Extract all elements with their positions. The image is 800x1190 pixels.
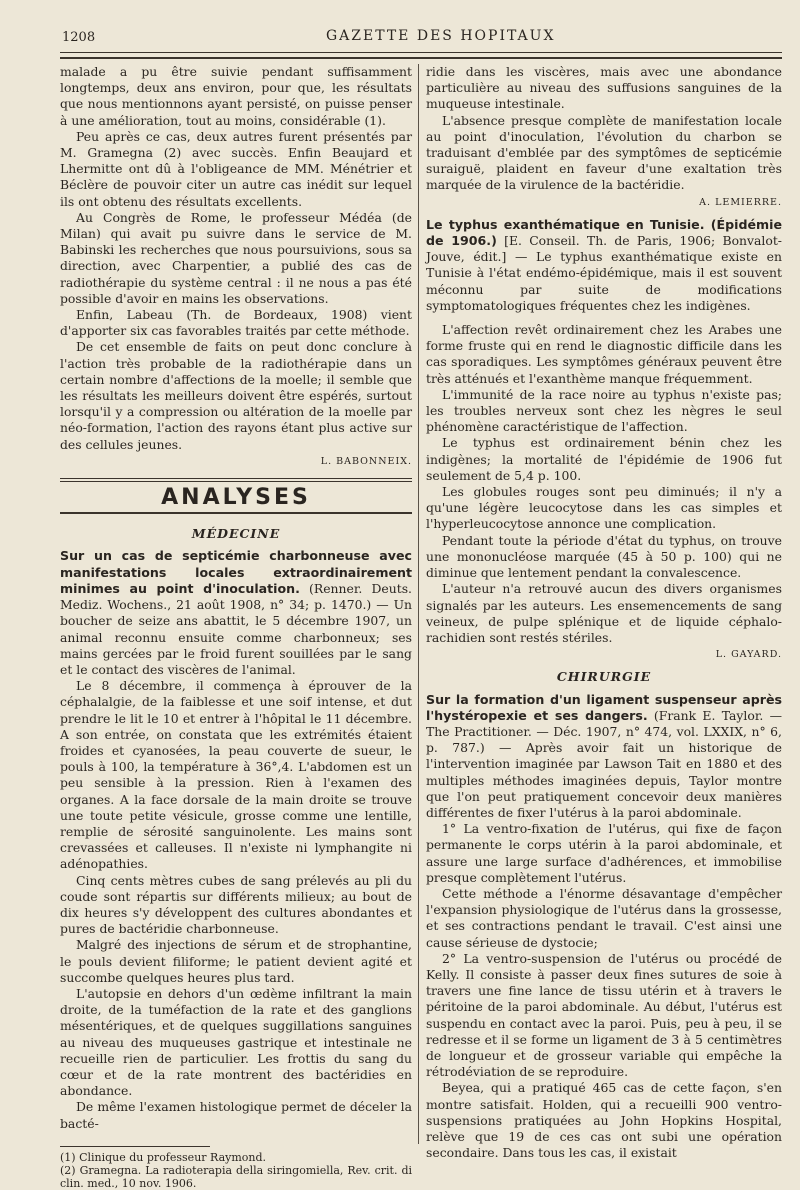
paragraph: Pendant toute la période d'état du typhus, on trouve une mononucléose marquée (45 à 50 p. 100) qui ne diminue que lentement pendant la convalescence.: [426, 532, 782, 581]
paragraph: De cet ensemble de faits on peut donc conclure à l'action très probable de la radiothérapie dans un certain nombre d'affections de la moelle; il semble que les résultats les meilleurs doivent être espérés, surtout lorsqu'il y a compression ou altération de la moelle par néo-formation, l'action des rayons étant plus active sur des cellules jeunes.: [60, 339, 412, 452]
article-title: Le typhus exanthématique en Tunisie. (Épidémie de 1906.): [426, 216, 782, 249]
paragraph: 1° La ventro-fixation de l'utérus, qui fixe de façon permanente le corps utérin à la paroi abdominale, et assure une large surface d'adhérences, et immobilise presque complètement l'utérus.: [426, 821, 782, 885]
subsection-heading-chirurgie: CHIRURGIE: [556, 669, 652, 685]
author-signature: L. GAYARD.: [715, 649, 782, 661]
left-column: [60, 64, 412, 1190]
footnote: (2) Gramegna. La radioterapia della siringomiella, Rev. crit. di clin. med., 10 nov. 1906.: [60, 1163, 412, 1190]
footnote: (1) Clinique du professeur Raymond.: [60, 1150, 267, 1164]
paragraph: malade a pu être suivie pendant suffisamment longtemps, deux ans environ, pour que, les résultats que nous mentionnons ayant persisté, on puisse penser à une amélioration, tout au moins, considérable (1).: [60, 64, 412, 128]
paragraph: Peu après ce cas, deux autres furent présentés par M. Gramegna (2) avec succès. Enfin Beaujard et Lhermitte ont dû à l'obligeance de MM. Ménétrier et Béclère de pouvoir citer un autre cas inédit sur lequel ils ont obtenu des résultats excellents.: [60, 128, 412, 209]
heading-rule: [60, 512, 412, 514]
article-reference: (Frank E. Taylor. — The Practitioner. — Déc. 1907, n° 474, vol. LXXIX, n° 6, p. 787.) — Après avoir fait un historique de l'intervention imaginée par Lawson Tait en 1880 et des multiples méthodes imaginées depuis, Taylor montre que l'on peut pratiquement concevoir deux manières différentes de fixer l'utérus à la paroi abdominale.: [426, 707, 782, 820]
paragraph: 2° La ventro-suspension de l'utérus ou procédé de Kelly. Il consiste à passer deux fines sutures de soie à travers une fine lance de tissu utérin et à travers le péritoine de la paroi abdominale. Au début, l'utérus est suspendu en contact avec la paroi. Puis, peu à peu, il se redresse et il se forme un ligament de 3 à 5 centimètres de longueur et de grosseur variable qui empêche la rétrodéviation de se reproduire.: [426, 950, 782, 1080]
paragraph: Cinq cents mètres cubes de sang prélevés au pli du coude sont répartis sur différents milieux; au bout de dix heures s'y développent des cultures abondantes et pures de bactéridie charbonneuse.: [60, 872, 412, 937]
paragraph: Les globules rouges sont peu diminués; il n'y a qu'une légère leucocytose dans les cas simples et l'hyperleucocytose annonce une complication.: [426, 484, 782, 532]
subsection-heading-medecine: MÉDECINE: [191, 526, 281, 542]
paragraph: Enfin, Labeau (Th. de Bordeaux, 1908) vient d'apporter six cas favorables traités par cette méthode.: [60, 307, 412, 339]
page-number: 1208: [62, 30, 96, 45]
article-title: Sur un cas de septicémie charbonneuse avec manifestations locales extraordinairement minimes au point d'inoculation.: [60, 548, 412, 596]
article-lead: [60, 548, 412, 678]
article-lead: [426, 692, 782, 822]
paragraph: L'affection revêt ordinairement chez les Arabes une forme fruste qui en rend le diagnostic difficile dans les cas sporadiques. Les symptômes généraux peuvent être très atténués et l'exanthème manque fréquemment.: [426, 322, 782, 386]
article-lead: [426, 217, 782, 314]
paragraph: ridie dans les viscères, mais avec une abondance particulière au niveau des suffusions sanguines de la muqueuse intestinale.: [426, 64, 782, 112]
article-reference: (Renner. Deuts. Mediz. Wochens., 21 août 1908, n° 34; p. 1470.) — Un boucher de seize ans abattit, le 5 décembre 1907, un animal reconnu ensuite comme charbonneux; ses mains gercées par le froid furent souillées par le sang et le contact des viscères de l'animal.: [60, 580, 412, 677]
paragraph: Le typhus est ordinairement bénin chez les indigènes; la mortalité de l'épidémie de 1906 fut seulement de 5,4 p. 100.: [426, 435, 782, 483]
double-rule: [60, 478, 412, 482]
paragraph: Cette méthode a l'énorme désavantage d'empêcher l'expansion physiologique de l'utérus dans la grossesse, et ses contractions pendant le travail. C'est ainsi une cause sérieuse de dystocie;: [426, 885, 782, 950]
header-rule-thick: [60, 57, 782, 59]
running-title: GAZETTE DES HOPITAUX: [326, 28, 556, 44]
right-column: [426, 64, 782, 1161]
paragraph: Malgré des injections de sérum et de strophantine, le pouls devient filiforme; le patient devient agité et succombe quelques heures plus tard.: [60, 937, 412, 985]
paragraph: De même l'examen histologique permet de déceler la bacté-: [60, 1099, 412, 1131]
article-title: Sur la formation d'un ligament suspenseur après l'hystéropexie et ses dangers.: [426, 691, 782, 723]
paragraph: Beyea, qui a pratiqué 465 cas de cette façon, s'en montre satisfait. Holden, qui a recueilli 900 ventro-suspensions pratiquées au John Hopkins Hospital, relève que 19 de ces cas ont subi une opération secondaire. Dans tous les cas, il existait: [426, 1080, 782, 1161]
paragraph: Le 8 décembre, il commença à éprouver de la céphalalgie, de la faiblesse et une soif intense, et dut prendre le lit le 10 et entrer à l'hôpital le 11 décembre. A son entrée, on constata que les extrémités étaient froides et cyanosées, la peau couverte de sueur, le pouls à 100, la température à 36°,4. L'abdomen est un peu sensible à la pression. Rien à l'examen des organes. A la face dorsale de la main droite se trouve une toute petite vésicule, grosse comme une lentille, remplie de sérosité sanguinolente. Les mains sont crevassées et calleuses. Il n'existe ni lymphangite ni adénopathies.: [60, 678, 412, 872]
paragraph: L'absence presque complète de manifestation locale au point d'inoculation, l'évolution du charbon se traduisant d'emblée par des symptômes de septicémie suraiguë, plaident en faveur d'une exaltation très marquée de la virulence de la bactéridie.: [426, 112, 782, 193]
header-rule: [60, 52, 782, 53]
footnote-rule: [60, 1146, 210, 1147]
column-divider: [418, 64, 419, 1144]
author-signature: A. LEMIERRE.: [699, 196, 782, 208]
paragraph: L'auteur n'a retrouvé aucun des divers organismes signalés par les auteurs. Les ensemencements de sang veineux, de pulpe splénique et de liquide céphalo-rachidien sont restés stériles.: [426, 581, 782, 645]
paragraph: L'autopsie en dehors d'un œdème infiltrant la main droite, de la tuméfaction de la rate et des ganglions mésentériques, et de quelques suggillations sanguines au niveau des muqueuses gastrique et intestinale ne recueille rien de particulier. Les frottis du sang du cœur et de la rate montrent des bactéridies en abondance.: [60, 985, 412, 1099]
author-signature: L. BABONNEIX.: [320, 455, 412, 467]
article-reference: [E. Conseil. Th. de Paris, 1906; Bonvalot-Jouve, édit.] — Le typhus exanthématique existe en Tunisie à l'état endémo-épidémique, mais il est souvent méconnu par suite de modifications symptomatologiques fréquentes chez les indigènes.: [426, 233, 782, 313]
paragraph: Au Congrès de Rome, le professeur Médéa (de Milan) qui avait pu suivre dans le service de M. Babinski les recherches que nous poursuivions, sous sa direction, avec Charpentier, a publié des cas de radiothérapie du système central : il ne nous a pas été possible d'avoir en mains les observations.: [60, 209, 412, 306]
section-heading-analyses: ANALYSES: [161, 485, 311, 511]
paragraph: L'immunité de la race noire au typhus n'existe pas; les troubles nerveux sont chez les nègres le seul phénomène caractéristique de l'affection.: [426, 386, 782, 435]
